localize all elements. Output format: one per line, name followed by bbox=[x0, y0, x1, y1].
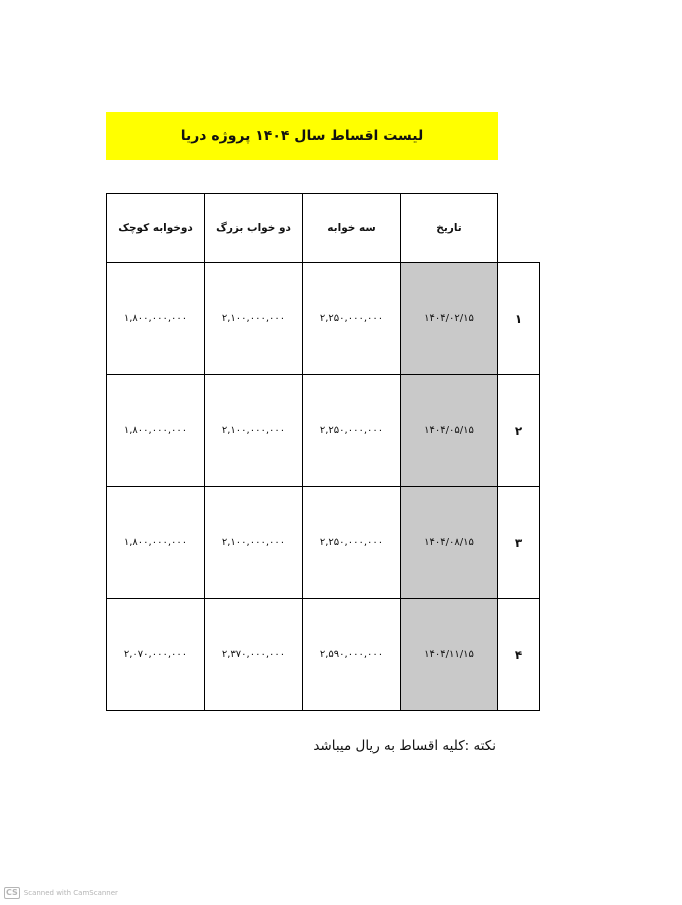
row-number: ۱ bbox=[497, 262, 540, 375]
cell-two-bed-small: ۲,۰۷۰,۰۰۰,۰۰۰ bbox=[106, 598, 205, 711]
cell-date: ۱۴۰۴/۱۱/۱۵ bbox=[400, 598, 498, 711]
row-number: ۲ bbox=[497, 374, 540, 487]
cell-two-bed-large: ۲,۱۰۰,۰۰۰,۰۰۰ bbox=[204, 486, 303, 599]
header-two-bed-large: دو خواب بزرگ bbox=[204, 193, 303, 263]
camscanner-logo-icon: CS bbox=[6, 888, 18, 897]
cell-two-bed-large: ۲,۱۰۰,۰۰۰,۰۰۰ bbox=[204, 262, 303, 375]
cell-two-bed-large: ۲,۳۷۰,۰۰۰,۰۰۰ bbox=[204, 598, 303, 711]
cell-two-bed-small: ۱,۸۰۰,۰۰۰,۰۰۰ bbox=[106, 262, 205, 375]
cell-two-bed-large: ۲,۱۰۰,۰۰۰,۰۰۰ bbox=[204, 374, 303, 487]
cell-three-bed: ۲,۵۹۰,۰۰۰,۰۰۰ bbox=[302, 598, 401, 711]
scanner-watermark bbox=[4, 887, 118, 899]
row-number: ۳ bbox=[497, 486, 540, 599]
header-date: تاریخ bbox=[400, 193, 498, 263]
page-title-text: لیست اقساط سال ۱۴۰۴ پروژه دریا bbox=[180, 128, 424, 144]
scanner-watermark-text: Scanned with CamScanner bbox=[23, 889, 118, 897]
cell-two-bed-small: ۱,۸۰۰,۰۰۰,۰۰۰ bbox=[106, 374, 205, 487]
cell-three-bed: ۲,۲۵۰,۰۰۰,۰۰۰ bbox=[302, 262, 401, 375]
cell-three-bed: ۲,۲۵۰,۰۰۰,۰۰۰ bbox=[302, 374, 401, 487]
cell-date: ۱۴۰۴/۰۸/۱۵ bbox=[400, 486, 498, 599]
header-two-bed-small: دوخوابه کوچک bbox=[106, 193, 205, 263]
header-three-bed: سه خوابه bbox=[302, 193, 401, 263]
page-title bbox=[106, 112, 498, 160]
cell-two-bed-small: ۱,۸۰۰,۰۰۰,۰۰۰ bbox=[106, 486, 205, 599]
row-number: ۴ bbox=[497, 598, 540, 711]
note-text: نکته :کلیه اقساط به ریال میباشد bbox=[313, 738, 496, 754]
cell-three-bed: ۲,۲۵۰,۰۰۰,۰۰۰ bbox=[302, 486, 401, 599]
cell-date: ۱۴۰۴/۰۵/۱۵ bbox=[400, 374, 498, 487]
cell-date: ۱۴۰۴/۰۲/۱۵ bbox=[400, 262, 498, 375]
